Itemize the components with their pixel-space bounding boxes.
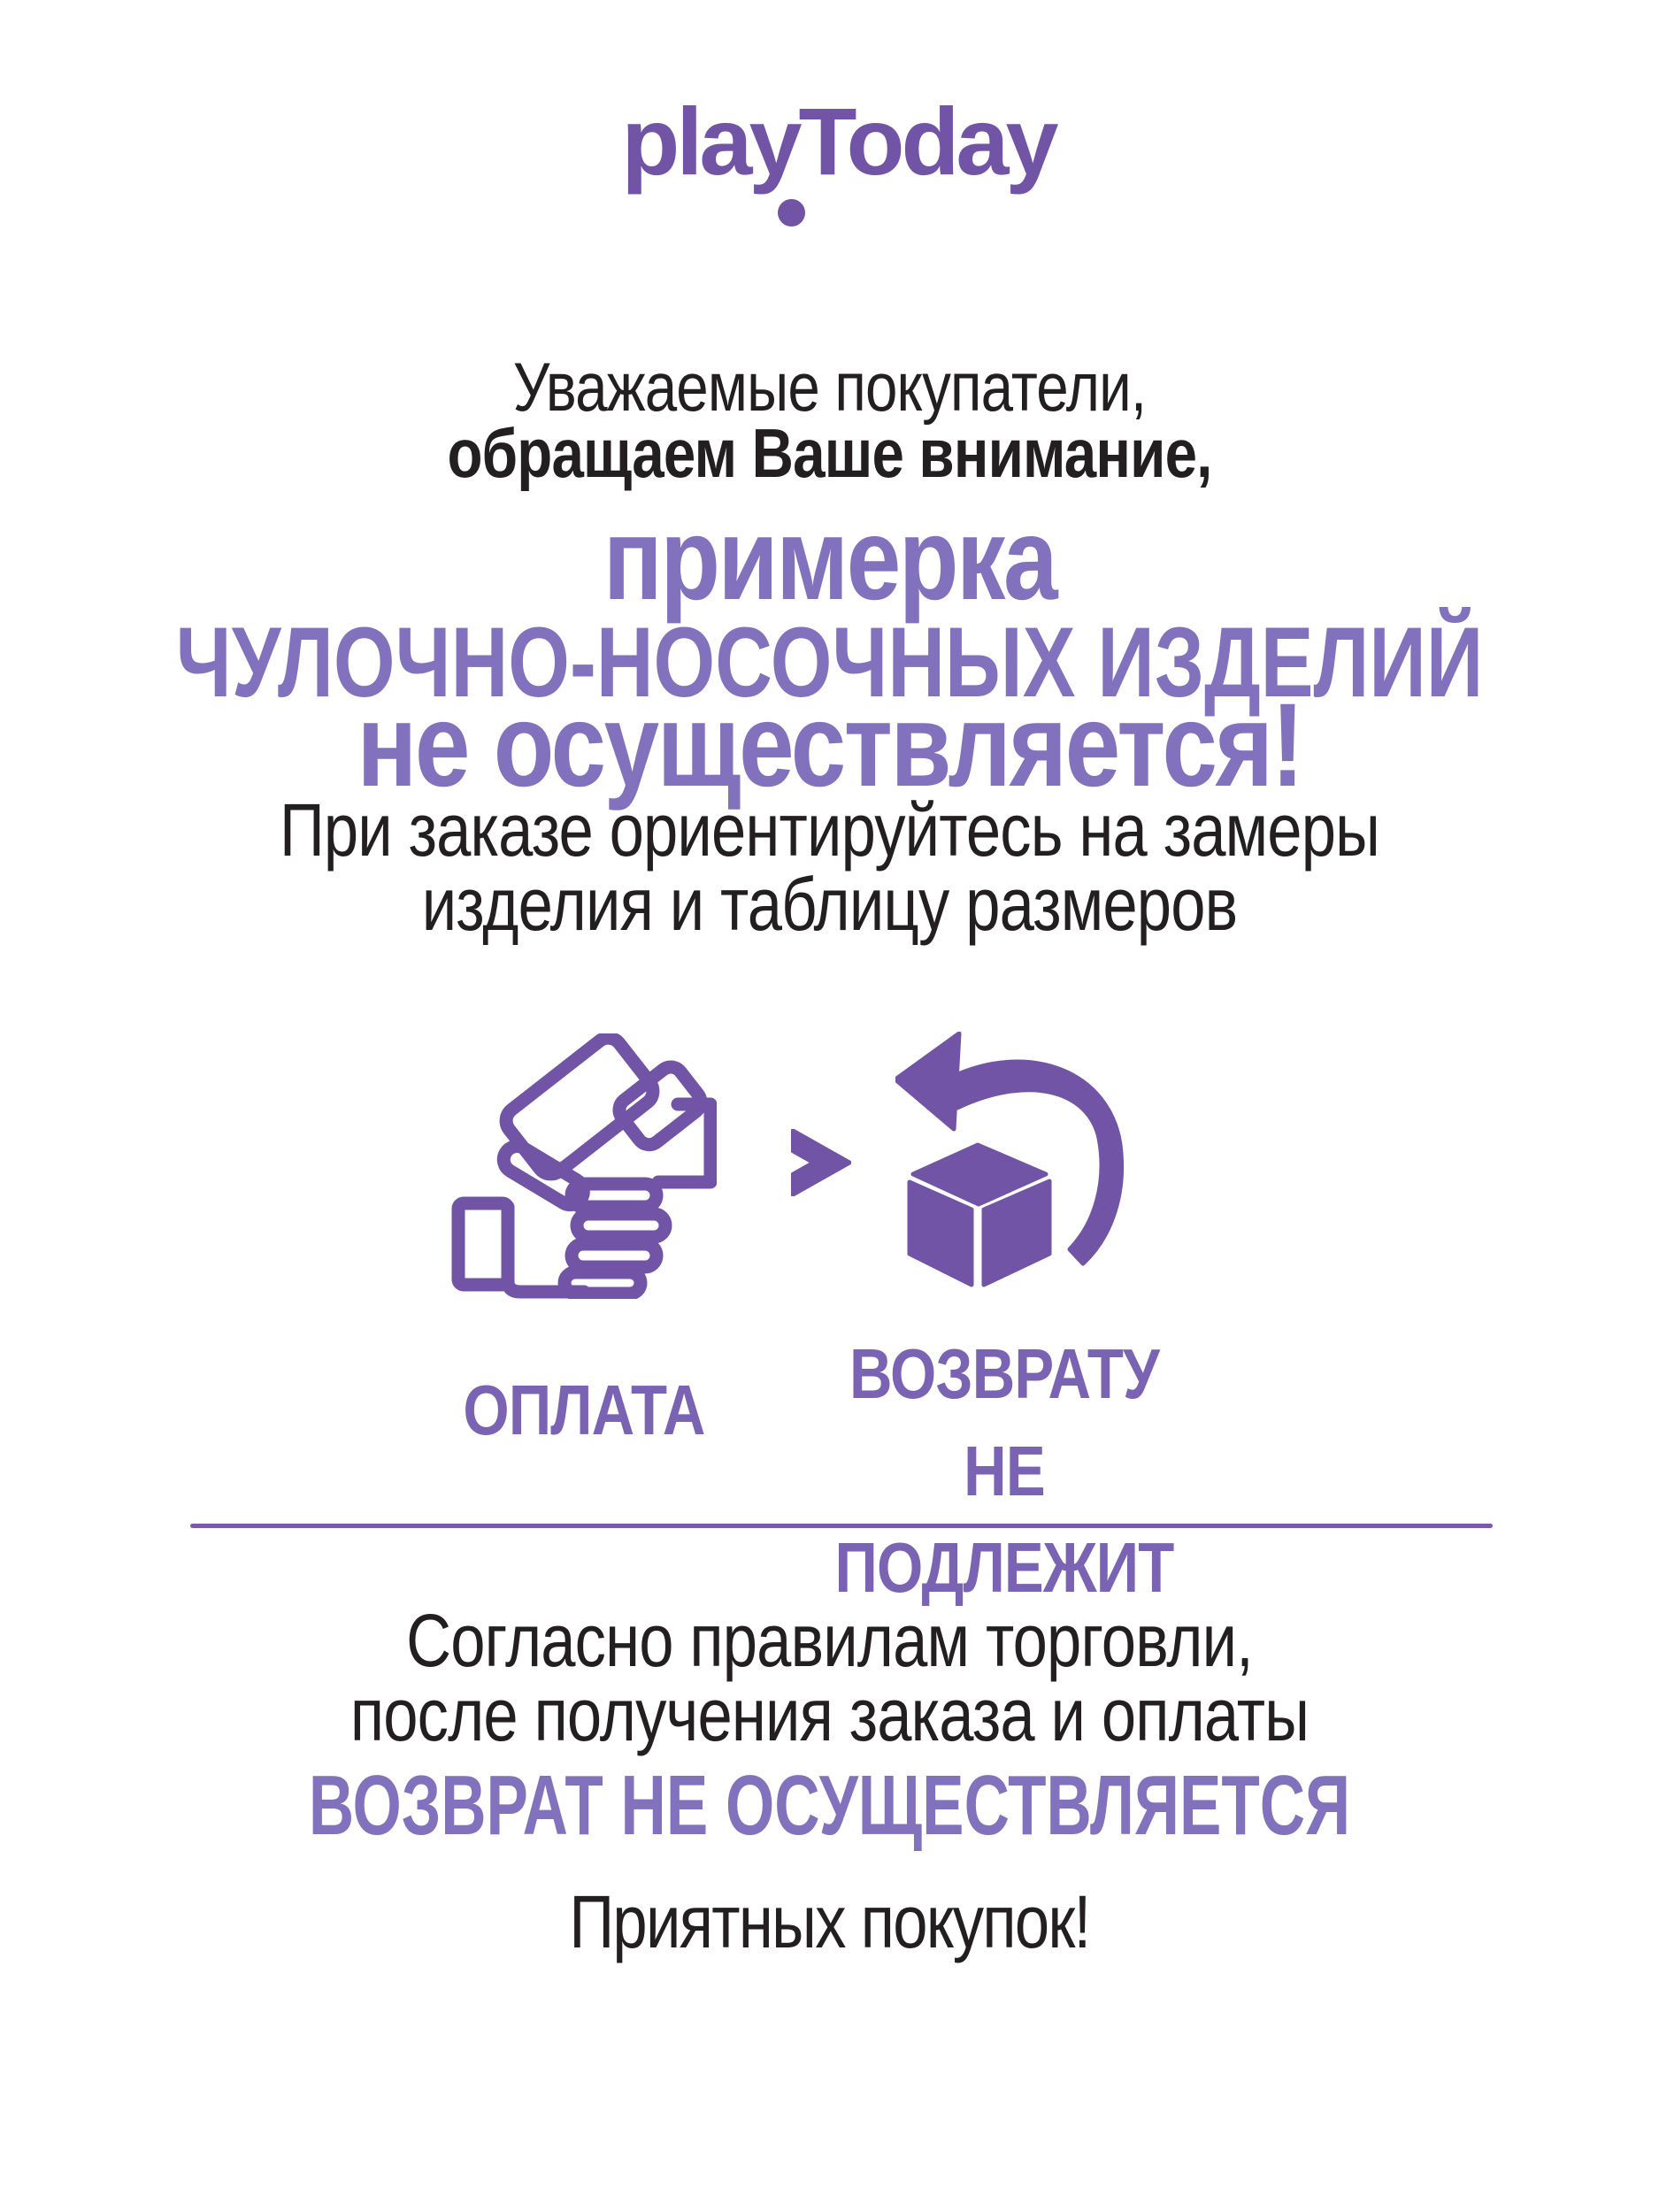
farewell-line: Приятных покупок!: [569, 1880, 1090, 1963]
no-return-label: [818, 1325, 1190, 1617]
trade-rules-paragraph: [133, 1599, 1526, 1756]
no-return-label-line-2: НЕ ПОДЛЕЖИТ: [834, 1431, 1174, 1608]
trade-rules-line-2: после получения заказа и оплаты: [349, 1673, 1310, 1756]
trade-rules-line-1: Согласно правилам торговли,: [406, 1599, 1253, 1682]
size-guide-line-2: изделия и таблицу размеров: [421, 863, 1238, 946]
logo-dot-icon: [778, 199, 805, 227]
logo-text: playToday: [621, 88, 1056, 195]
chevron-right-icon: [791, 1129, 851, 1196]
playtoday-logo: [621, 87, 1055, 196]
greeting-line: Уважаемые покупатели,: [512, 348, 1147, 426]
highlight-fitting: примерка: [603, 494, 1056, 624]
attention-line: обращаем Ваше внимание,: [447, 414, 1212, 492]
no-return-label-line-1: ВОЗВРАТУ: [849, 1334, 1159, 1413]
size-guide-paragraph: [133, 788, 1526, 946]
payment-label: ОПЛАТА: [463, 1371, 705, 1449]
size-guide-line-1: При заказе ориентируйтесь на замеры: [280, 788, 1379, 872]
highlight-hosiery: ЧУЛОЧНО-НОСОЧНЫХ ИЗДЕЛИЙ: [175, 607, 1484, 718]
logo-container: [0, 87, 1659, 196]
divider-line: [190, 1524, 1493, 1528]
no-refund-highlight: ВОЗВРАТ НЕ ОСУЩЕСТВЛЯЕТСЯ: [308, 1758, 1351, 1853]
no-return-box-icon: [895, 1032, 1134, 1297]
highlight-not-performed: не осуществляется!: [357, 680, 1302, 811]
card-payment-icon: [451, 1033, 717, 1299]
